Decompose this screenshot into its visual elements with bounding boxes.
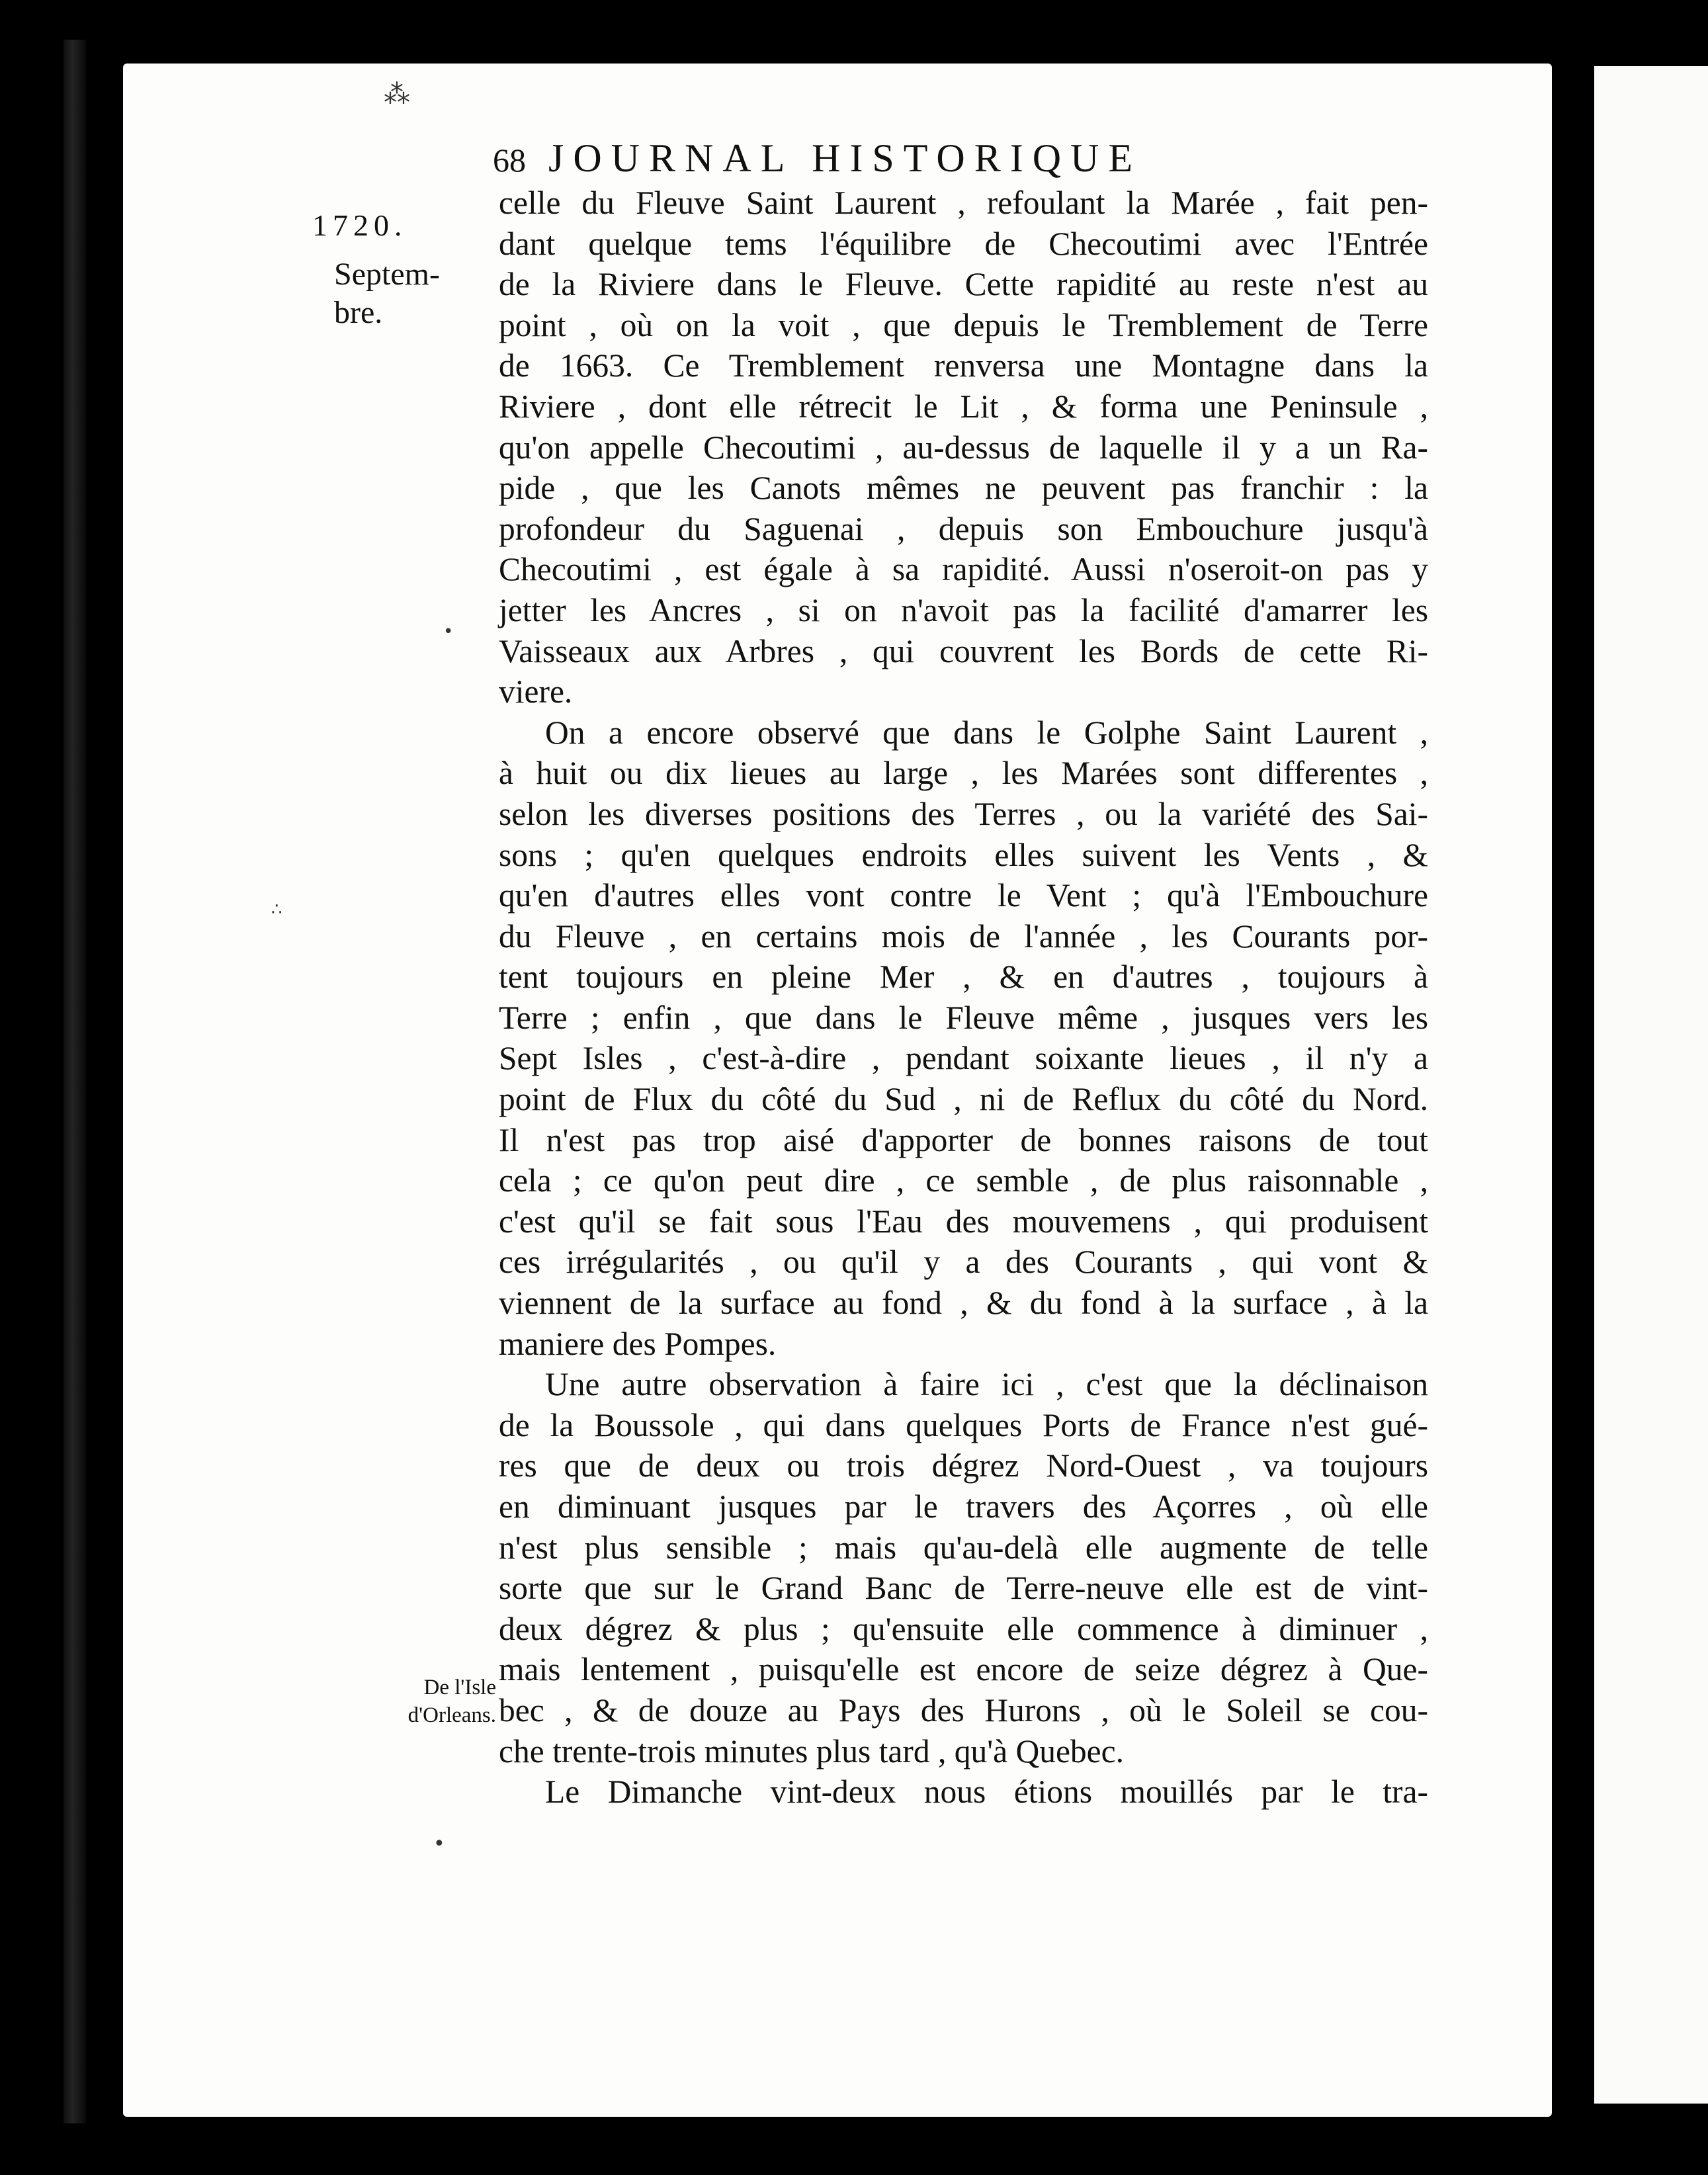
text-line: Il n'est pas trop aisé d'apporter de bonnes raisons de tout: [499, 1121, 1428, 1158]
text-line: en diminuant jusques par le travers des Açorres , où elle: [499, 1488, 1428, 1525]
text-line: cela ; ce qu'on peut dire , ce semble , de plus raisonnable ,: [499, 1162, 1428, 1199]
text-line: pide , que les Canots mêmes ne peuvent pas franchir : la: [499, 470, 1428, 507]
facing-page-edge: [1594, 66, 1708, 2104]
text-line: jetter les Ancres , si on n'avoit pas la facilité d'amarrer les: [499, 591, 1428, 628]
text-line: Riviere , dont elle rétrecit le Lit , & forma une Peninsule ,: [499, 388, 1428, 425]
ink-speck: ⁂: [384, 79, 410, 110]
text-line: n'est plus sensible ; mais qu'au-delà elle augmente de telle: [499, 1529, 1428, 1566]
text-line: res que de deux ou trois dégrez Nord-Ouest , va toujours: [499, 1447, 1428, 1484]
running-title: JOURNAL HISTORIQUE: [548, 136, 1142, 180]
text-line: Checoutimi , est égale à sa rapidité. Aussi n'oseroit-on pas y: [499, 551, 1428, 588]
text-line: Une autre observation à faire ici , c'est que la déclinaison: [545, 1366, 1428, 1403]
margin-note-place-line: d'Orleans.: [407, 1703, 496, 1727]
text-line: du Fleuve , en certains mois de l'année , les Courants por-: [499, 917, 1428, 955]
text-line: ces irrégularités , ou qu'il y a des Courants , qui vont &: [499, 1244, 1428, 1281]
text-line: de 1663. Ce Tremblement renversa une Montagne dans la: [499, 347, 1428, 384]
text-line: dant quelque tems l'équilibre de Checoutimi avec l'Entrée: [499, 225, 1428, 262]
margin-note-month-line: Septem-: [334, 257, 440, 292]
text-line: On a encore observé que dans le Golphe Saint Laurent ,: [545, 714, 1428, 751]
text-line: Sept Isles , c'est-à-dire , pendant soixante lieues , il n'y a: [499, 1040, 1428, 1077]
text-line: viere.: [499, 673, 573, 710]
text-line: sorte que sur le Grand Banc de Terre-neuve elle est de vint-: [499, 1570, 1428, 1607]
text-line: qu'on appelle Checoutimi , au-dessus de laquelle il y a un Ra-: [499, 429, 1428, 466]
text-line: point de Flux du côté du Sud , ni de Reflux du côté du Nord.: [499, 1081, 1428, 1118]
text-line: qu'en d'autres elles vont contre le Vent ; qu'à l'Embouchure: [499, 877, 1428, 914]
text-line: à huit ou dix lieues au large , les Marées sont differentes ,: [499, 755, 1428, 792]
text-line: selon les diverses positions des Terres , ou la variété des Sai-: [499, 795, 1428, 832]
margin-note-place-line: De l'Isle: [423, 1676, 496, 1699]
text-line: point , où on la voit , que depuis le Tremblement de Terre: [499, 306, 1428, 343]
text-line: de la Riviere dans le Fleuve. Cette rapidité au reste n'est au: [499, 266, 1428, 303]
running-head: [493, 136, 1142, 181]
text-line: che trente-trois minutes plus tard , qu'à Quebec.: [499, 1732, 1124, 1770]
book-binding-edge: [64, 40, 86, 2123]
margin-note-month: [334, 255, 486, 332]
text-line: deux dégrez & plus ; qu'ensuite elle commence à diminuer ,: [499, 1610, 1428, 1647]
text-line: Le Dimanche vint-deux nous étions mouillés par le tra-: [545, 1773, 1428, 1811]
text-line: viennent de la surface au fond , & du fond à la surface , à la: [499, 1285, 1428, 1322]
text-line: sons ; qu'en quelques endroits elles suivent les Vents , &: [499, 836, 1428, 873]
margin-note-place: [364, 1674, 496, 1729]
text-line: de la Boussole , qui dans quelques Ports de France n'est gué-: [499, 1406, 1428, 1443]
text-line: celle du Fleuve Saint Laurent , refoulant la Marée , fait pen-: [499, 185, 1428, 221]
text-line: c'est qu'il se fait sous l'Eau des mouvemens , qui produisent: [499, 1203, 1428, 1240]
ink-speck: •: [433, 1832, 445, 1855]
text-line: bec , & de douze au Pays des Hurons , où le Soleil se cou-: [499, 1691, 1428, 1728]
ink-speck: ∴: [271, 900, 282, 919]
page-number: 68: [493, 142, 526, 179]
text-line: maniere des Pompes.: [499, 1325, 777, 1362]
margin-note-year: 1720.: [312, 208, 407, 242]
ink-speck: •: [443, 622, 454, 642]
text-line: Terre ; enfin , que dans le Fleuve même , jusques vers les: [499, 999, 1428, 1036]
text-line: profondeur du Saguenai , depuis son Embouchure jusqu'à: [499, 510, 1428, 547]
margin-note-month-line: bre.: [334, 295, 383, 330]
text-line: tent toujours en pleine Mer , & en d'autres , toujours à: [499, 959, 1428, 996]
text-line: mais lentement , puisqu'elle est encore de seize dégrez à Que-: [499, 1651, 1428, 1688]
body-text: [499, 183, 1428, 1812]
text-line: Vaisseaux aux Arbres , qui couvrent les Bords de cette Ri-: [499, 632, 1428, 669]
